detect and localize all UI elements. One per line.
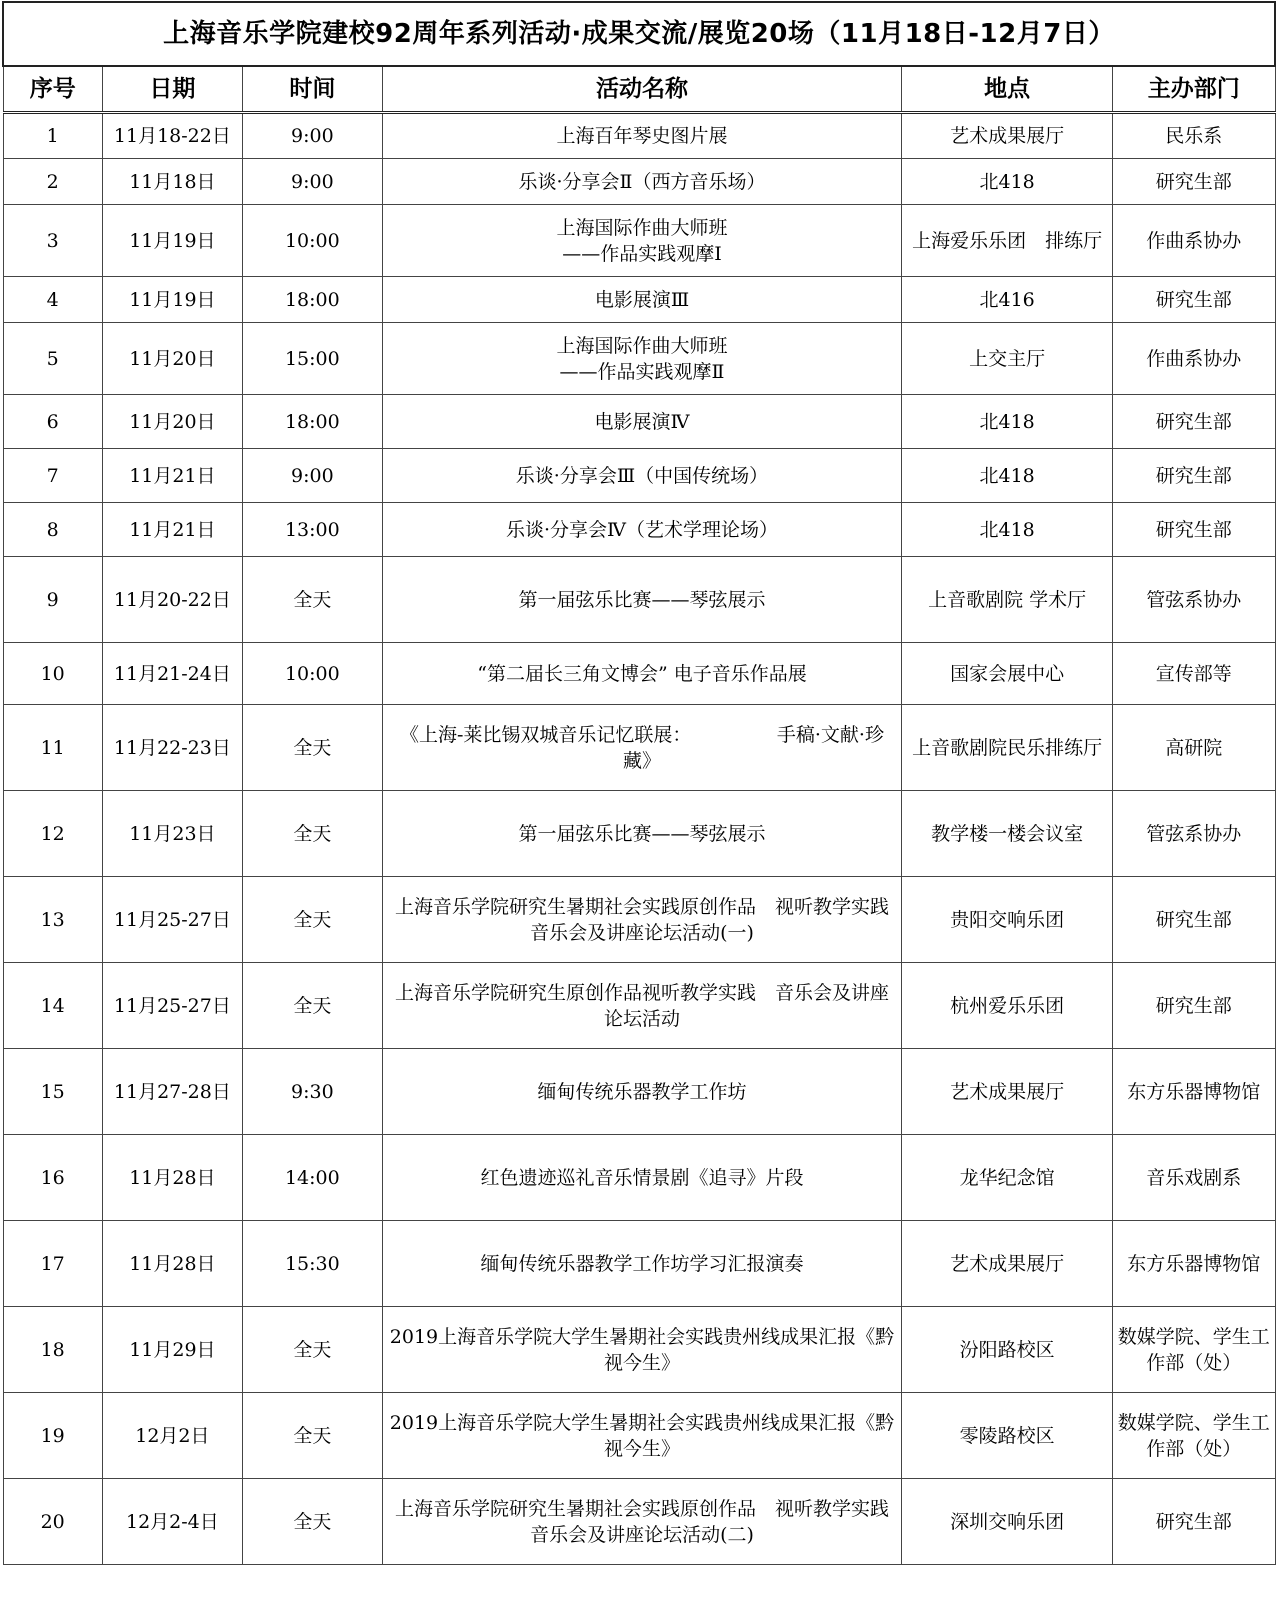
schedule-table [2,1,1276,1565]
cell-place: 北418 [902,159,1113,205]
schedule-document [2,1,1278,1598]
cell-no: 20 [3,1479,102,1565]
cell-activity: 红色遗迹巡礼音乐情景剧《追寻》片段 [382,1135,901,1221]
cell-place: 零陵路校区 [902,1393,1113,1479]
cell-no: 11 [3,705,102,791]
cell-place: 汾阳路校区 [902,1307,1113,1393]
cell-time: 9:00 [242,449,382,503]
table-row [3,877,1275,963]
cell-no: 7 [3,449,102,503]
cell-activity: 缅甸传统乐器教学工作坊 [382,1049,901,1135]
cell-place: 上交主厅 [902,323,1113,395]
table-row [3,643,1275,705]
cell-place: 艺术成果展厅 [902,1049,1113,1135]
cell-no: 16 [3,1135,102,1221]
cell-no: 1 [3,113,102,159]
cell-activity: 乐谈·分享会Ⅳ（艺术学理论场） [382,503,901,557]
cell-dept: 研究生部 [1113,159,1275,205]
table-row [3,1221,1275,1307]
table-row [3,1393,1275,1479]
table-row [3,1479,1275,1565]
cell-time: 全天 [242,1479,382,1565]
header-row [3,66,1275,113]
cell-activity: 电影展演Ⅲ [382,277,901,323]
cell-date: 12月2日 [102,1393,242,1479]
cell-date: 11月21日 [102,449,242,503]
cell-time: 全天 [242,877,382,963]
cell-date: 11月21日 [102,503,242,557]
table-row [3,503,1275,557]
cell-dept: 高研院 [1113,705,1275,791]
cell-date: 11月20-22日 [102,557,242,643]
cell-activity: 乐谈·分享会Ⅲ（中国传统场） [382,449,901,503]
cell-place: 上音歌剧院民乐排练厅 [902,705,1113,791]
cell-no: 2 [3,159,102,205]
cell-no: 10 [3,643,102,705]
cell-no: 17 [3,1221,102,1307]
cell-place: 北418 [902,395,1113,449]
cell-activity: 2019上海音乐学院大学生暑期社会实践贵州线成果汇报《黔视今生》 [382,1307,901,1393]
cell-date: 11月28日 [102,1135,242,1221]
cell-activity: “第二届长三角文博会” 电子音乐作品展 [382,643,901,705]
cell-time: 13:00 [242,503,382,557]
cell-time: 全天 [242,963,382,1049]
cell-dept: 东方乐器博物馆 [1113,1049,1275,1135]
cell-place: 贵阳交响乐团 [902,877,1113,963]
cell-time: 15:00 [242,323,382,395]
cell-date: 11月25-27日 [102,963,242,1049]
cell-dept: 民乐系 [1113,113,1275,159]
cell-date: 12月2-4日 [102,1479,242,1565]
cell-time: 全天 [242,1307,382,1393]
cell-dept: 研究生部 [1113,277,1275,323]
cell-place: 艺术成果展厅 [902,1221,1113,1307]
cell-place: 教学楼一楼会议室 [902,791,1113,877]
cell-activity: 乐谈·分享会Ⅱ（西方音乐场） [382,159,901,205]
cell-activity: 缅甸传统乐器教学工作坊学习汇报演奏 [382,1221,901,1307]
cell-activity: 上海音乐学院研究生暑期社会实践原创作品 视听教学实践音乐会及讲座论坛活动(一) [382,877,901,963]
cell-dept: 研究生部 [1113,395,1275,449]
table-row [3,449,1275,503]
cell-time: 10:00 [242,643,382,705]
cell-no: 8 [3,503,102,557]
table-row [3,1135,1275,1221]
cell-time: 9:30 [242,1049,382,1135]
cell-place: 艺术成果展厅 [902,113,1113,159]
cell-dept: 数媒学院、学生工作部（处） [1113,1393,1275,1479]
cell-dept: 研究生部 [1113,877,1275,963]
cell-activity: 上海音乐学院研究生原创作品视听教学实践 音乐会及讲座论坛活动 [382,963,901,1049]
cell-date: 11月19日 [102,205,242,277]
cell-time: 全天 [242,1393,382,1479]
cell-place: 北418 [902,449,1113,503]
cell-no: 13 [3,877,102,963]
cell-date: 11月29日 [102,1307,242,1393]
cell-time: 18:00 [242,277,382,323]
cell-no: 15 [3,1049,102,1135]
table-row [3,963,1275,1049]
cell-time: 15:30 [242,1221,382,1307]
cell-place: 北418 [902,503,1113,557]
cell-no: 3 [3,205,102,277]
cell-dept: 数媒学院、学生工作部（处） [1113,1307,1275,1393]
cell-time: 18:00 [242,395,382,449]
cell-dept: 音乐戏剧系 [1113,1135,1275,1221]
document-title: 上海音乐学院建校92周年系列活动·成果交流/展览20场（11月18日-12月7日） [3,2,1275,66]
cell-time: 10:00 [242,205,382,277]
cell-no: 5 [3,323,102,395]
cell-place: 上音歌剧院 学术厅 [902,557,1113,643]
cell-dept: 东方乐器博物馆 [1113,1221,1275,1307]
cell-place: 深圳交响乐团 [902,1479,1113,1565]
cell-time: 全天 [242,791,382,877]
cell-activity: 上海百年琴史图片展 [382,113,901,159]
cell-date: 11月20日 [102,323,242,395]
cell-activity: 第一届弦乐比赛——琴弦展示 [382,557,901,643]
cell-dept: 作曲系协办 [1113,323,1275,395]
header-dept: 主办部门 [1113,66,1275,113]
cell-date: 11月21-24日 [102,643,242,705]
cell-place: 北416 [902,277,1113,323]
cell-time: 全天 [242,705,382,791]
cell-dept: 作曲系协办 [1113,205,1275,277]
cell-date: 11月22-23日 [102,705,242,791]
table-row [3,705,1275,791]
header-place: 地点 [902,66,1113,113]
cell-activity: 《上海-莱比锡双城音乐记忆联展： 手稿·文献·珍藏》 [382,705,901,791]
cell-no: 12 [3,791,102,877]
cell-dept: 研究生部 [1113,503,1275,557]
cell-no: 9 [3,557,102,643]
cell-no: 18 [3,1307,102,1393]
table-row [3,323,1275,395]
header-no: 序号 [3,66,102,113]
cell-no: 6 [3,395,102,449]
table-row [3,1049,1275,1135]
cell-activity: 电影展演Ⅳ [382,395,901,449]
cell-time: 9:00 [242,159,382,205]
cell-no: 14 [3,963,102,1049]
table-row [3,1307,1275,1393]
cell-dept: 研究生部 [1113,963,1275,1049]
cell-activity: 上海国际作曲大师班 ——作品实践观摩Ⅱ [382,323,901,395]
cell-place: 国家会展中心 [902,643,1113,705]
cell-dept: 管弦系协办 [1113,557,1275,643]
cell-place: 龙华纪念馆 [902,1135,1113,1221]
table-body [3,113,1275,1565]
cell-date: 11月25-27日 [102,877,242,963]
cell-date: 11月18日 [102,159,242,205]
cell-time: 全天 [242,557,382,643]
cell-dept: 研究生部 [1113,449,1275,503]
header-activity: 活动名称 [382,66,901,113]
table-row [3,113,1275,159]
header-time: 时间 [242,66,382,113]
header-date: 日期 [102,66,242,113]
table-row [3,791,1275,877]
table-row [3,159,1275,205]
cell-time: 14:00 [242,1135,382,1221]
cell-dept: 管弦系协办 [1113,791,1275,877]
cell-dept: 研究生部 [1113,1479,1275,1565]
table-row [3,557,1275,643]
cell-activity: 第一届弦乐比赛——琴弦展示 [382,791,901,877]
cell-place: 上海爱乐乐团 排练厅 [902,205,1113,277]
cell-place: 杭州爱乐乐团 [902,963,1113,1049]
table-row [3,277,1275,323]
cell-activity: 上海国际作曲大师班 ——作品实践观摩Ⅰ [382,205,901,277]
table-row [3,395,1275,449]
cell-no: 4 [3,277,102,323]
cell-date: 11月19日 [102,277,242,323]
cell-date: 11月27-28日 [102,1049,242,1135]
cell-date: 11月20日 [102,395,242,449]
cell-date: 11月28日 [102,1221,242,1307]
cell-time: 9:00 [242,113,382,159]
cell-activity: 2019上海音乐学院大学生暑期社会实践贵州线成果汇报《黔视今生》 [382,1393,901,1479]
table-row [3,205,1275,277]
cell-date: 11月18-22日 [102,113,242,159]
cell-dept: 宣传部等 [1113,643,1275,705]
cell-activity: 上海音乐学院研究生暑期社会实践原创作品 视听教学实践音乐会及讲座论坛活动(二) [382,1479,901,1565]
cell-date: 11月23日 [102,791,242,877]
cell-no: 19 [3,1393,102,1479]
